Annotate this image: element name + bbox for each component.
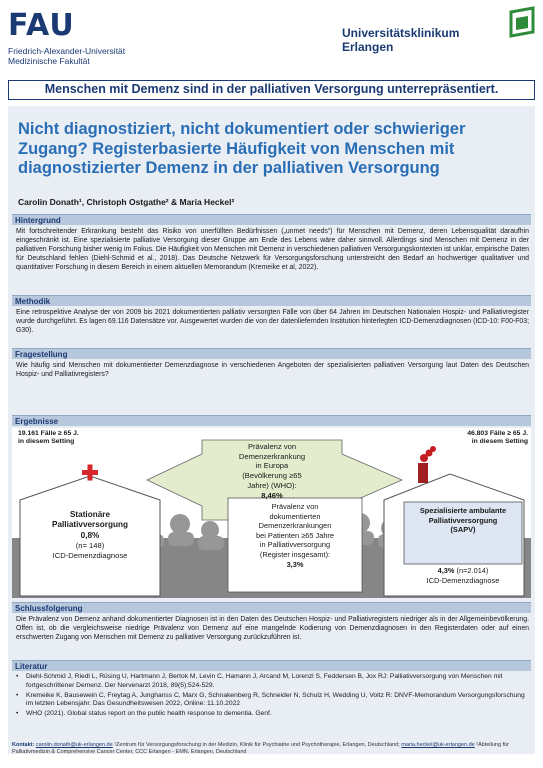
section-text-fragestellung: Wie häufig sind Menschen mit dokumentierter Demenzdiagnose in verschiedenen Angeboten der spezialisierten palliativen Versorgung laut Daten des Deutschen Hospiz- und Palliativregisters? <box>16 362 529 379</box>
affiliation-1: ¹Zentrum für Versorgungsforschung in der Medizin, Klinik für Psychiatrie und Psychotherapie, Erlangen, Deutschland; <box>114 742 400 748</box>
clinic-logo-icon <box>505 4 539 54</box>
affiliation-2: ²Abteilung für Palliativmedizin & Comprehensive Cancer Center, CCC Erlangen - EMN, Erlangen, Deutschland <box>12 742 509 755</box>
results-infographic <box>12 428 531 598</box>
europe-line-3: in Europa <box>255 461 289 471</box>
station-title-1: Stationäre <box>69 510 111 519</box>
register-prevalence <box>228 502 362 569</box>
register-line-3: Demenzerkrankungen <box>258 521 332 531</box>
section-text-hintergrund: Mit fortschreitender Erkrankung besteht das Risiko von unerfüllten Bedürfnissen („unmet needs“) für Menschen mit Demenz, deren Lebensqualität daraufhin eingeschränkt ist. Eine spezialisierte palliative Versorgung dieser Gruppe am Ende des Lebens wäre daher sinnvoll. Allerdings sind Menschen mit Demenz in der palliativen Forschung bisher wenig im Fokus. Die Häufigkeit von Menschen mit Demenz in verschiedenen palliativen Versorgungskontexten ist unklar, empirische Daten für Deutschland fehlen (Diehl-Schmid et al., 2018). Das Deutsche Netzwerk für Versorgungsforschung unterstreicht den Bedarf an hochwertiger qualitativer und quantitativer Forschung in diesem Bereich in einem aktuellen Memorandum (Kremeike et al, 2022). <box>16 228 529 272</box>
sapv-case-count <box>440 430 528 446</box>
reference-item <box>16 692 529 710</box>
reference-text: Diehl-Schmid J, Riedl L, Rüsing U, Hartmann J, Bertok M, Levin C, Hamann J, Arcand M, Lorenzl S, Feddersen B, Jox RJ: Palliativversorgung von Menschen mit fortgeschrittener Demenz. Der Nervenarzt 2018, 89(5):524-529. <box>26 673 503 689</box>
station-n: (n= 148) <box>75 541 105 550</box>
sapv-value-line <box>404 566 522 576</box>
register-line-5: in Palliativversorgung <box>259 540 331 550</box>
station-value: 0,8% <box>80 531 100 540</box>
section-heading-fragestellung: Fragestellung <box>12 348 531 359</box>
reference-text: WHO (2021). Global status report on the public health response to dementia. Genf. <box>26 710 272 718</box>
bullet-icon: • <box>16 691 19 699</box>
poster-header <box>0 0 543 80</box>
sapv-title-2: Palliativversorgung <box>428 515 498 525</box>
reference-text: Kremeike K, Bausewein C, Freytag A, Junghanss C, Marx G, Schnakenberg R, Schneider N, Schulz H, Wedding U, Voltz R: DNVF-Memorandum Versorgungsforschung im letzten Lebensjahr. Das Gesundheitswesen 2022, Online: 11.10.2022 <box>26 691 525 708</box>
university-name: Friedrich-Alexander-Universität <box>8 46 126 56</box>
register-line-2: dokumentierten <box>269 511 321 521</box>
clinic-name-line1: Universitätsklinikum <box>342 26 460 40</box>
europe-line-2: Demenzerkrankung <box>238 451 306 461</box>
key-message-banner: Menschen mit Demenz sind in der palliativen Versorgung unterrepräsentiert. <box>8 80 535 100</box>
station-case-count-line1: 19.161 Fälle ≥ 65 J. <box>18 430 79 437</box>
reference-item <box>16 710 529 719</box>
bullet-icon: • <box>16 710 19 718</box>
section-text-schlussfolgerung: Die Prävalenz von Demenz anhand dokumentierter Diagnosen ist in den Daten des Deutschen Hospiz- und Palliativregisters niedriger als in der Allgemeinbevölkerung. Offen ist, ob die vergleichsweise niedrige Prävalenz von Demenz auf eine mangelnde Kodierung von Demenzdiagnosen in den Registerdaten oder auf einen erschwerten Zugang von Menschen mit Demenz zu palliativer Versorgung zurückzuführen ist. <box>16 616 529 642</box>
section-heading-methodik: Methodik <box>12 295 531 306</box>
fau-logo: FAU <box>8 8 75 43</box>
sapv-title-1: Spezialisierte ambulante <box>419 506 507 515</box>
sapv-label: ICD-Demenzdiagnose <box>426 575 500 585</box>
contact-footer <box>12 742 532 756</box>
poster-title: Nicht diagnostiziert, nicht dokumentiert oder schwieriger Zugang? Registerbasierte Häufigkeit von Menschen mit diagnostizierter Demenz in der palliativen Versorgung <box>18 120 466 177</box>
sapv-title-3: (SAPV) <box>450 525 476 535</box>
sapv-case-count-line2: in diesem Setting <box>471 438 528 445</box>
contact-label: Kontakt: <box>12 742 35 748</box>
station-case-count-line2: in diesem Setting <box>18 438 75 445</box>
section-heading-schlussfolgerung: Schlussfolgerung <box>12 602 531 613</box>
europe-value: 8,46% <box>261 490 283 500</box>
station-title-2: Palliativversorgung <box>52 520 128 529</box>
sapv-case-count-line1: 46.803 Fälle ≥ 65 J. <box>467 430 528 437</box>
authors: Carolin Donath¹, Christoph Ostgathe² & Maria Heckel² <box>18 197 235 207</box>
europe-line-4: (Bevölkerung ≥65 <box>242 471 302 481</box>
register-line-4: bei Patienten ≥65 Jahre <box>255 530 335 540</box>
register-line-6: (Register insgesamt): <box>259 549 331 559</box>
bullet-icon: • <box>16 673 19 680</box>
contact-email-2[interactable]: maria.heckel@uk-erlangen.de <box>401 742 475 748</box>
sapv-result <box>404 506 522 535</box>
section-heading-literatur: Literatur <box>12 660 531 671</box>
sapv-n: (n=2.014) <box>456 566 489 575</box>
section-text-methodik: Eine retrospektive Analyse der von 2009 bis 2021 dokumentierten palliativ versorgten Fälle von über 64 Jahren im Deutschen Nationalen Hospiz- und Palliativregister wurde durchgeführt. Es lagen 69.116 Datensätze vor. Ausgewertet wurden die von der datenliefernden Institution hinterlegten ICD-Demenzdiagnosen (ICD-10: F00-F03; G30). <box>16 309 529 335</box>
reference-item <box>16 673 529 691</box>
reference-list <box>16 673 529 720</box>
register-line-1: Prävalenz von <box>271 502 319 511</box>
europe-prevalence <box>212 442 332 500</box>
register-value: 3,3% <box>286 559 304 569</box>
section-heading-hintergrund: Hintergrund <box>12 214 531 225</box>
contact-email-1[interactable]: carolin.donath@uk-erlangen.de <box>35 742 113 748</box>
europe-line-5: Jahre) (WHO): <box>247 480 297 490</box>
chimney-icon <box>418 463 428 483</box>
europe-line-1: Prävalenz von <box>247 442 297 451</box>
sapv-value: 4,3% <box>437 566 455 575</box>
clinic-name-line2: Erlangen <box>342 40 394 54</box>
section-heading-ergebnisse: Ergebnisse <box>12 415 531 426</box>
smoke-icon <box>420 446 436 462</box>
faculty-name: Medizinische Fakultät <box>8 56 90 66</box>
station-label: ICD-Demenzdiagnose <box>52 551 128 560</box>
sapv-figures <box>404 566 522 585</box>
station-result <box>32 510 148 561</box>
station-case-count <box>18 430 79 446</box>
